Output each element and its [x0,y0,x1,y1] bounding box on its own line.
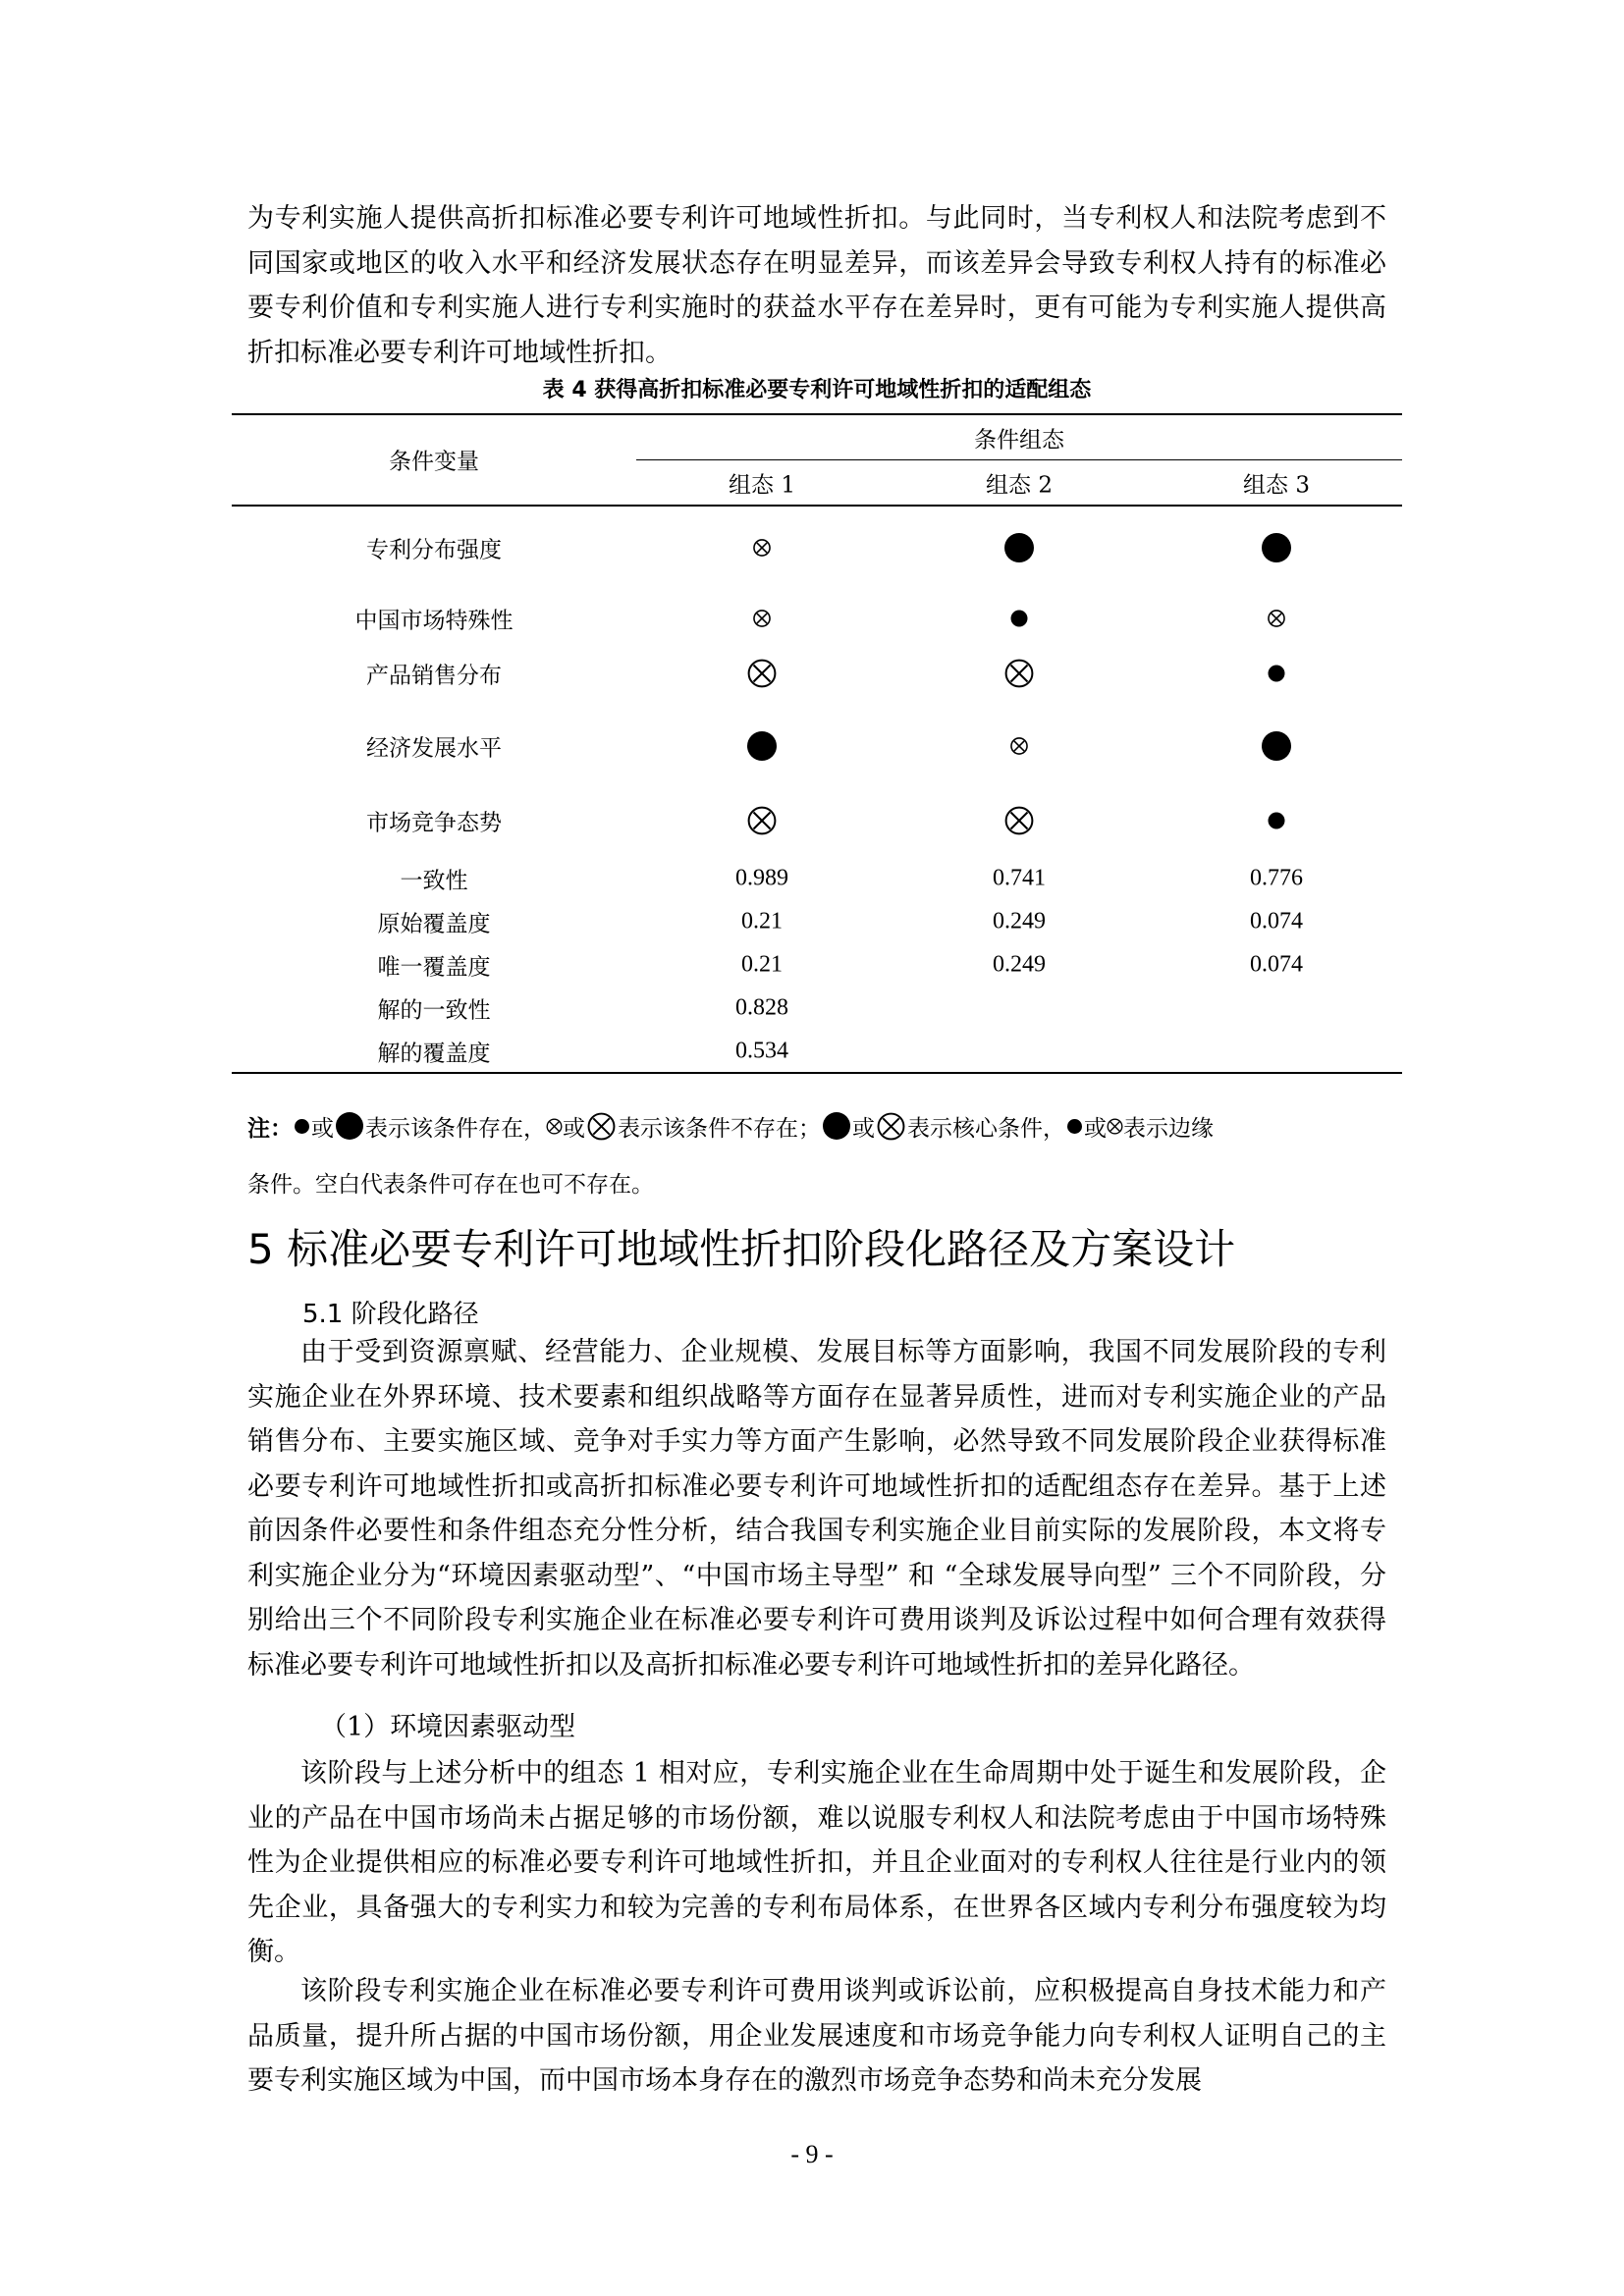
core-present-icon [336,1112,363,1140]
page-number: - 9 - [790,2140,834,2168]
peripheral-absent-icon [753,610,771,627]
note-or: 或 [311,1115,334,1142]
header-condition-configuration: 条件组态 [974,427,1064,454]
header-config-2: 组态 2 [986,472,1053,499]
condition-variable-label: 市场竞争态势 [366,810,502,836]
condition-variable-label: 中国市场特殊性 [354,608,514,634]
condition-variable-label: 经济发展水平 [366,735,502,762]
statistic-value: 0.776 [1250,865,1303,891]
header-condition-variable: 条件变量 [389,449,479,475]
environment-driven-paragraph-2: 该阶段专利实施企业在标准必要专利许可费用谈判或诉讼前，应积极提高自身技术能力和产品质量，提升所占据的中国市场份额，用企业发展速度和市场竞争能力向专利权人证明自己的主要专利实施区域为中国，而中国市场本身存在的激烈市场竞争态势和尚未充分发展 [247,1976,1386,2096]
peripheral-present-icon [1067,1119,1082,1134]
note-text-core: 表示核心条件， [907,1115,1065,1142]
peripheral-absent-icon [1010,737,1028,755]
statistic-value: 0.074 [1250,908,1303,934]
statistic-value: 0.21 [741,951,783,978]
table-bottom-rule [232,1072,1402,1074]
core-present-icon [747,731,777,761]
core-absent-icon [1004,806,1034,835]
peripheral-present-icon [295,1119,309,1134]
subsection-title: 5.1 阶段化路径 [302,1300,479,1329]
peripheral-present-icon [1011,611,1028,627]
statistic-value: 0.21 [741,908,783,934]
note-label: 注： [247,1115,293,1142]
statistic-value: 0.989 [735,865,788,891]
header-config-3: 组态 3 [1243,472,1310,499]
core-absent-icon [747,806,777,835]
note-or: 或 [1084,1115,1107,1142]
statistic-value: 0.249 [993,908,1046,934]
condition-variable-label: 产品销售分布 [366,663,502,689]
core-absent-icon [587,1112,616,1141]
core-present-icon [1262,731,1291,761]
intro-paragraph: 为专利实施人提供高折扣标准必要专利许可地域性折扣。与此同时，当专利权人和法院考虑到不同国家或地区的收入水平和经济发展状态存在明显差异，而该差异会导致专利权人持有的标准必要专利价值和专利实施人进行专利实施时的获益水平存在差异时，更有可能为专利实施人提供高折扣标准必要专利许可地域性折扣。 [247,203,1386,368]
statistic-label: 原始覆盖度 [377,911,491,937]
statistic-value: 0.074 [1250,951,1303,978]
core-present-icon [1004,533,1034,562]
section-title: 5 标准必要专利许可地域性折扣阶段化路径及方案设计 [247,1225,1236,1273]
statistic-label: 解的覆盖度 [377,1041,491,1067]
core-present-icon [1262,533,1291,562]
table-header-rule [232,505,1402,507]
peripheral-absent-icon [1107,1118,1123,1135]
table-group-rule [636,459,1402,460]
peripheral-present-icon [1269,666,1285,682]
subheading-environment-driven: （1）环境因素驱动型 [320,1712,576,1742]
note-text-absent: 表示该条件不存在； [618,1115,821,1142]
table-caption: 表 4 获得高折扣标准必要专利许可地域性折扣的适配组态 [542,378,1092,402]
statistic-value: 0.741 [993,865,1046,891]
table-note-line-2: 条件。空白代表条件可存在也可不存在。 [247,1172,654,1198]
core-present-icon [823,1112,850,1140]
note-or: 或 [563,1115,585,1142]
statistic-value: 0.534 [735,1038,788,1064]
statistic-label: 解的一致性 [377,997,491,1024]
table-note [247,1108,1396,1144]
core-absent-icon [1004,659,1034,688]
statistic-label: 一致性 [400,868,468,894]
peripheral-absent-icon [753,539,771,557]
condition-variable-label: 专利分布强度 [366,537,502,563]
core-absent-icon [877,1112,905,1141]
peripheral-present-icon [1269,813,1285,829]
header-config-1: 组态 1 [729,472,795,499]
note-text-peripheral: 表示边缘 [1123,1115,1214,1142]
core-absent-icon [747,659,777,688]
table-top-rule [232,413,1402,415]
statistic-value: 0.249 [993,951,1046,978]
note-or: 或 [852,1115,875,1142]
peripheral-absent-icon [546,1118,563,1135]
statistic-label: 唯一覆盖度 [377,954,491,981]
peripheral-absent-icon [1268,610,1285,627]
statistic-value: 0.828 [735,994,788,1021]
section-5-1-paragraph: 由于受到资源禀赋、经营能力、企业规模、发展目标等方面影响，我国不同发展阶段的专利实施企业在外界环境、技术要素和组织战略等方面存在显著异质性，进而对专利实施企业的产品销售分布、主要实施区域、竞争对手实力等方面产生影响，必然导致不同发展阶段企业获得标准必要专利许可地域性折扣或高折扣标准必要专利许可地域性折扣的适配组态存在差异。基于上述前因条件必要性和条件组态充分性分析，结合我国专利实施企业目前实际的发展阶段，本文将专利实施企业分为“环境因素驱动型”、“中国市场主导型” 和 “全球发展导向型” 三个不同阶段，分别给出三个不同阶段专利实施企业在标准必要专利许可费用谈判及诉讼过程中如何合理有效获得标准必要专利许可地域性折扣以及高折扣标准必要专利许可地域性折扣的差异化路径。 [247,1337,1386,1681]
environment-driven-paragraph-1: 该阶段与上述分析中的组态 1 相对应，专利实施企业在生命周期中处于诞生和发展阶段，企业的产品在中国市场尚未占据足够的市场份额，难以说服专利权人和法院考虑由于中国市场特殊性为企业提供相应的标准必要专利许可地域性折扣，并且企业面对的专利权人往往是行业内的领先企业，具备强大的专利实力和较为完善的专利布局体系，在世界各区域内专利分布强度较为均衡。 [247,1758,1386,1967]
note-text-present: 表示该条件存在， [365,1115,546,1142]
